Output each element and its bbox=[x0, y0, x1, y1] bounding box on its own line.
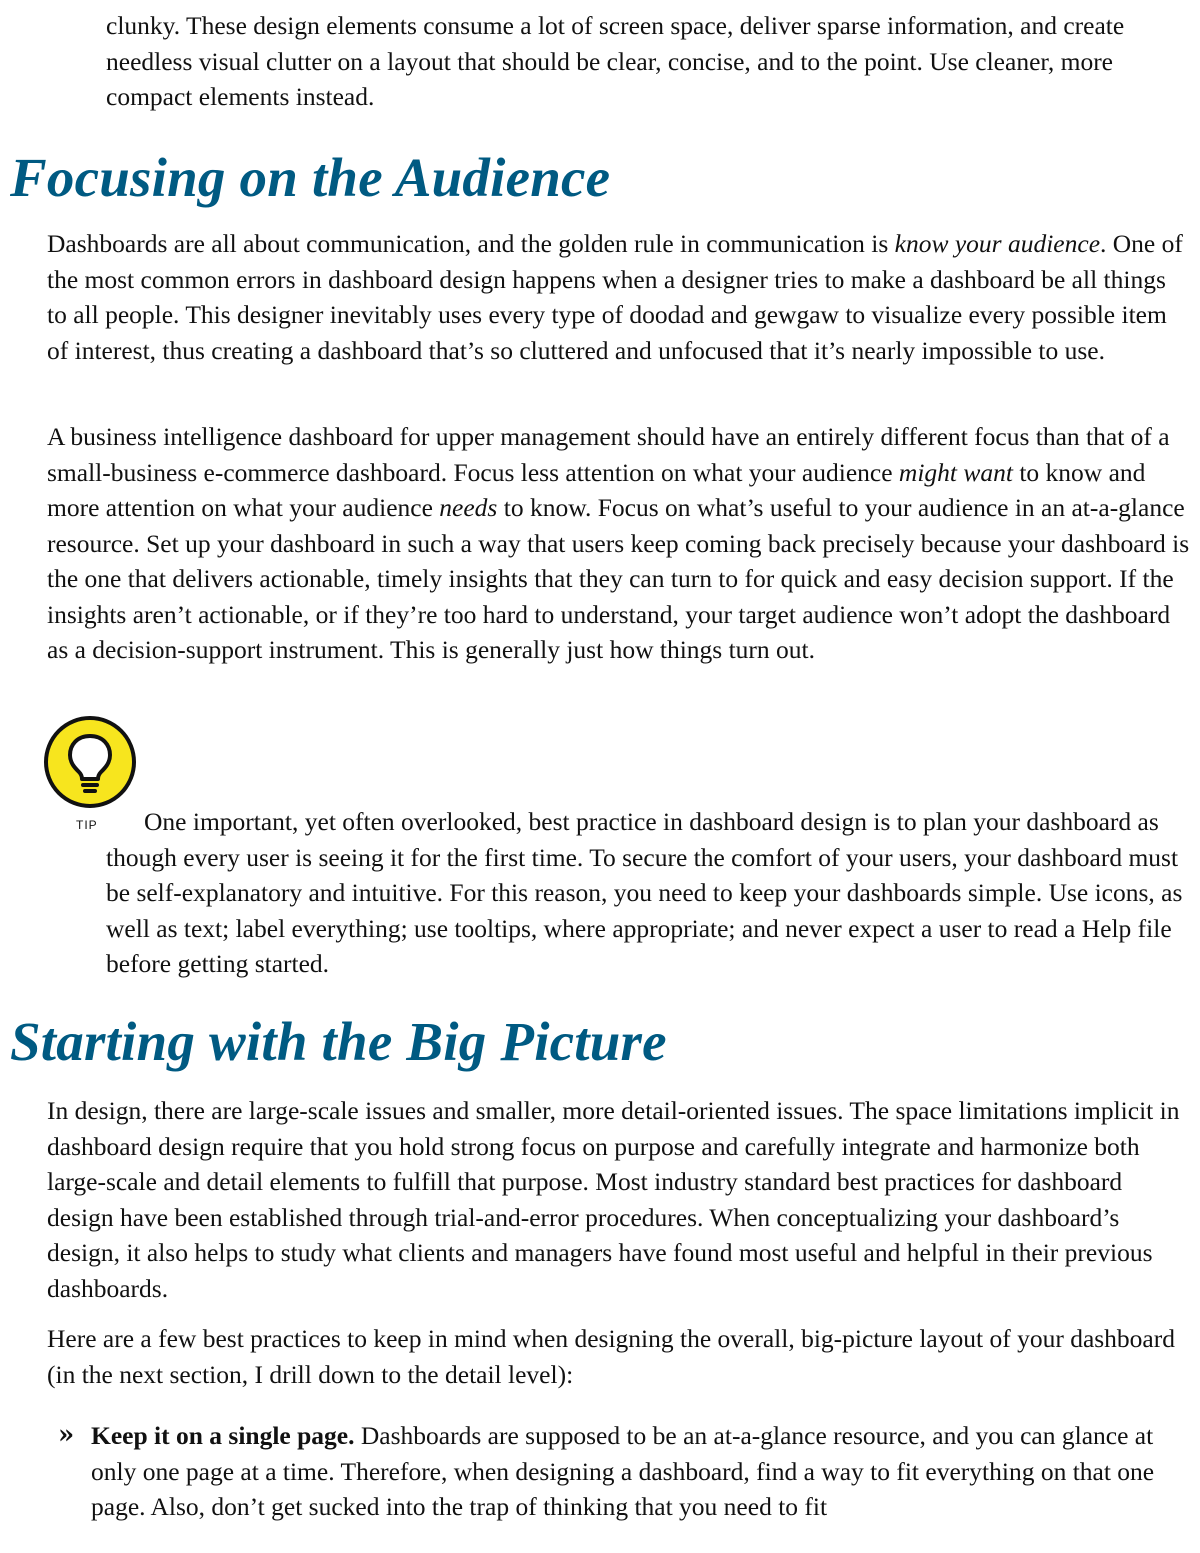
big-picture-paragraph-1: In design, there are large-scale issues and smaller, more detail-oriented issues. The space limitations implicit in dashboard design require that you hold strong focus on purpose and carefully integrate and harmonize both large-scale and detail elements to fulfill that purpose. Most industry standard best practices for dashboard design have been established through trial-and-error procedures. When conceptualizing your dashboard’s design, it also helps to study what clients and managers have found most useful and helpful in their previous dashboards. bbox=[47, 1096, 1180, 1303]
audience-p1-text-1: Dashboards are all about communication, and the golden rule in communication is bbox=[47, 229, 895, 258]
tip-label: TIP bbox=[76, 818, 98, 832]
lightbulb-icon bbox=[42, 714, 138, 810]
audience-paragraph-2 bbox=[47, 419, 1190, 668]
audience-p1-text-2: . One of the most common errors in dashboard design happens when a designer tries to make a dashboard be all things to all people. This designer inevitably uses every type of doodad and gewgaw to visualize every possible item of interest, thus creating a dashboard that’s so cluttered and unfocused that it’s nearly impossible to use. bbox=[47, 229, 1183, 365]
bullet-body: Dashboards are supposed to be an at-a-glance resource, and you can glance at only one page at a time. Therefore, when designing a dashboard, find a way to fit everything on that one page. Also, don’t get sucked into the trap of thinking that you need to fit bbox=[91, 1421, 1155, 1521]
audience-p2-text-3: to know. Focus on what’s useful to your audience in an at-a-glance resource. Set up your dashboard in such a way that users keep coming back precisely because your dashboard is the one that delivers actionable, timely insights that they can turn to for quick and easy decision support. If the insights aren’t actionable, or if they’re too hard to understand, your target audience won’t adopt the dashboard as a decision-support instrument. This is generally just how things turn out. bbox=[47, 493, 1190, 664]
audience-p1-emphasis: know your audience bbox=[894, 229, 1101, 258]
bullet-marker: » bbox=[58, 1420, 75, 1450]
tip-paragraph: One important, yet often overlooked, best practice in dashboard design is to plan your dashboard as though every user is seeing it for the first time. To secure the comfort of your users, your dashboard must be self-explanatory and intuitive. For this reason, you need to keep your dashboards simple. Use icons, as well as text; label everything; use tooltips, where appropriate; and never expect a user to read a Help file before getting started. bbox=[106, 807, 1183, 978]
audience-p2-emphasis-1: might want bbox=[898, 457, 1013, 487]
big-picture-paragraph-2: Here are a few best practices to keep in mind when designing the overall, big-picture layout of your dashboard (in the next section, I drill down to the detail level): bbox=[47, 1324, 1175, 1389]
audience-paragraph-1 bbox=[47, 226, 1190, 368]
section-heading-big-picture: Starting with the Big Picture bbox=[10, 1011, 667, 1072]
audience-p2-text-2: to know and more attention on what your audience bbox=[47, 457, 1146, 522]
bullet-lead: Keep it on a single page. bbox=[91, 1421, 355, 1450]
continuation-paragraph: clunky. These design elements consume a lot of screen space, deliver sparse information, and create needless visual clutter on a layout that should be clear, concise, and to the point. Use cleaner, more compact elements instead. bbox=[106, 11, 1125, 111]
audience-p2-emphasis-2: needs bbox=[439, 493, 498, 522]
bullet-text bbox=[91, 1418, 1196, 1525]
section-heading-audience: Focusing on the Audience bbox=[10, 147, 611, 208]
audience-p2-text-1: A business intelligence dashboard for upper management should have an entirely different focus than that of a small-business e-commerce dashboard. Focus less attention on what your audience bbox=[47, 422, 1170, 487]
